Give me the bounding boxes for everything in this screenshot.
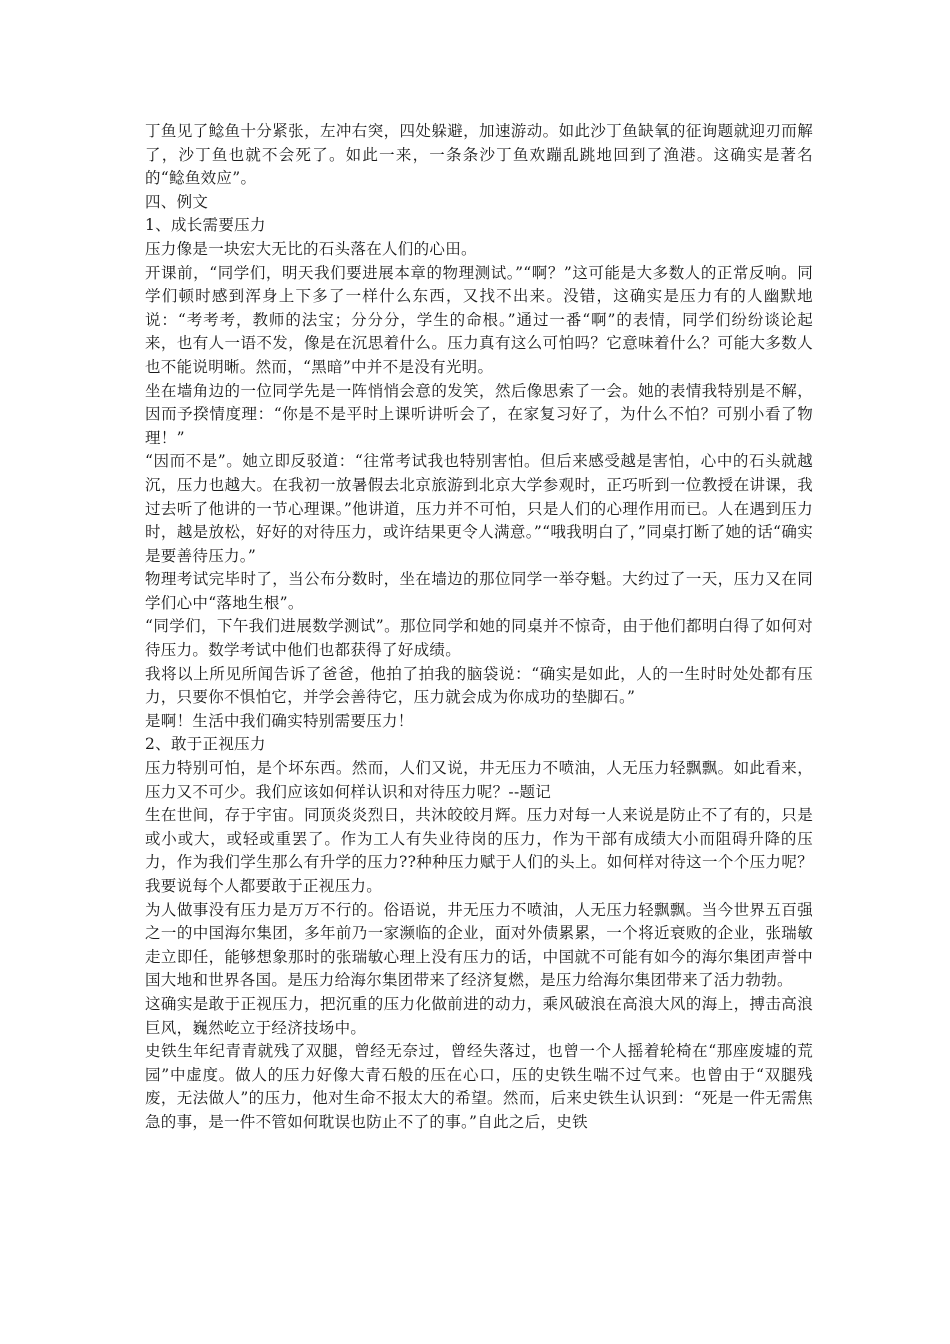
- paragraph-12: 为人做事没有压力是万万不行的。俗语说，井无压力不喷油，人无压力轻飘飘。当今世界五百强之一的中国海尔集团，多年前乃一家濒临的企业，面对外债累累，一个将近衰败的企业，张瑞敏走立即任，能够想象那时的张瑞敏心理上没有压力的话，中国就不可能有如今的海尔集团声誉中国大地和世界各国。是压力给海尔集团带来了经济复燃，是压力给海尔集团带来了活力勃勃。: [145, 900, 813, 990]
- paragraph-14: 史铁生年纪青青就残了双腿，曾经无奈过，曾经失落过，也曾一个人摇着轮椅在“那座废墟的荒园”中虚度。做人的压力好像大青石般的压在心口，压的史铁生喘不过气来。也曾由于“双腿残废，无法做人”的压力，他对生命不报太大的希望。然而，后来史铁生认识到：“死是一件无需焦急的事，是一件不管如何耽误也防止不了的事。”自此之后，史铁: [145, 1042, 813, 1131]
- paragraph-2: 压力像是一块宏大无比的石头落在人们的心田。: [145, 239, 477, 258]
- paragraph-9: 是啊！生活中我们确实特别需要压力！: [145, 711, 414, 730]
- paragraph-6: 物理考试完毕时了，当公布分数时，坐在墙边的那位同学一举夺魁。大约过了一天，压力又在同学们心中“落地生根”。: [145, 570, 813, 612]
- paragraph-4: 坐在墙角边的一位同学先是一阵悄悄会意的发笑，然后像思索了一会。她的表情我特别是不解，因而予揆情度理：“你是不是平时上课听讲听会了，在家复习好了，为什么不怕？可别小看了物理！”: [145, 381, 813, 447]
- essay-title-1: 1、成长需要压力: [145, 216, 266, 235]
- document-body: [145, 120, 813, 1135]
- paragraph-3: 开课前，“同学们，明天我们要进展本章的物理测试。”“啊？”这可能是大多数人的正常反响。同学们顿时感到浑身上下多了一样什么东西，又找不出来。没错，这确实是压力有的人幽默地说：“考考考，教师的法宝；分分分，学生的命根。”通过一番“啊”的表情，同学们纷纷谈论起来，也有人一语不发，像是在沉思着什么。压力真有这么可怕吗？它意味着什么？可能大多数人也不能说明晰。然而，“黑暗”中并不是没有光明。: [145, 263, 813, 376]
- paragraph-5: “因而不是”。她立即反驳道：“往常考试我也特别害怕。但后来感受越是害怕，心中的石头就越沉，压力也越大。在我初一放暑假去北京旅游到北京大学参观时，正巧听到一位教授在讲课，我过去听了他讲的一节心理课。”他讲道，压力并不可怕，只是人们的心理作用而已。人在遇到压力时，越是放松，好好的对待压力，或许结果更令人满意。”“哦我明白了，”同桌打断了她的话“确实是要善待压力。”: [145, 452, 813, 565]
- paragraph-10: 压力特别可怕，是个坏东西。然而，人们又说，井无压力不喷油，人无压力轻飘飘。如此看来，压力又不可少。我们应该如何样认识和对待压力呢？--题记: [145, 759, 813, 801]
- paragraph-1: 丁鱼见了鲶鱼十分紧张，左冲右突，四处躲避，加速游动。如此沙丁鱼缺氧的征询题就迎刃而解了，沙丁鱼也就不会死了。如此一来，一条条沙丁鱼欢蹦乱跳地回到了渔港。这确实是著名的“鲶鱼效应”。: [145, 122, 813, 188]
- paragraph-7: “同学们，下午我们进展数学测试”。那位同学和她的同桌并不惊奇，由于他们都明白得了如何对待压力。数学考试中他们也都获得了好成绩。: [145, 617, 813, 660]
- section-heading-examples: 四、例文: [145, 192, 209, 211]
- essay-title-2: 2、敢于正视压力: [145, 735, 266, 754]
- paragraph-13: 这确实是敢于正视压力，把沉重的压力化做前进的动力，乘风破浪在高浪大风的海上，搏击高浪巨风，巍然屹立于经济技场中。: [145, 994, 813, 1037]
- paragraph-8: 我将以上所见所闻告诉了爸爸，他拍了拍我的脑袋说：“确实是如此，人的一生时时处处都有压力，只要你不惧怕它，并学会善待它，压力就会成为你成功的垫脚石。”: [145, 664, 813, 707]
- paragraph-11: 生在世间，存于宇宙。同顶炎炎烈日，共沐皎皎月辉。压力对每一人来说是防止不了有的，只是或小或大，或轻或重罢了。作为工人有失业待岗的压力，作为干部有成绩大小而阻碍升降的压力，作为我们学生那么有升学的压力??种种压力赋于人们的头上。如何样对待这一个个压力呢？我要说每个人都要敢于正视压力。: [145, 806, 813, 895]
